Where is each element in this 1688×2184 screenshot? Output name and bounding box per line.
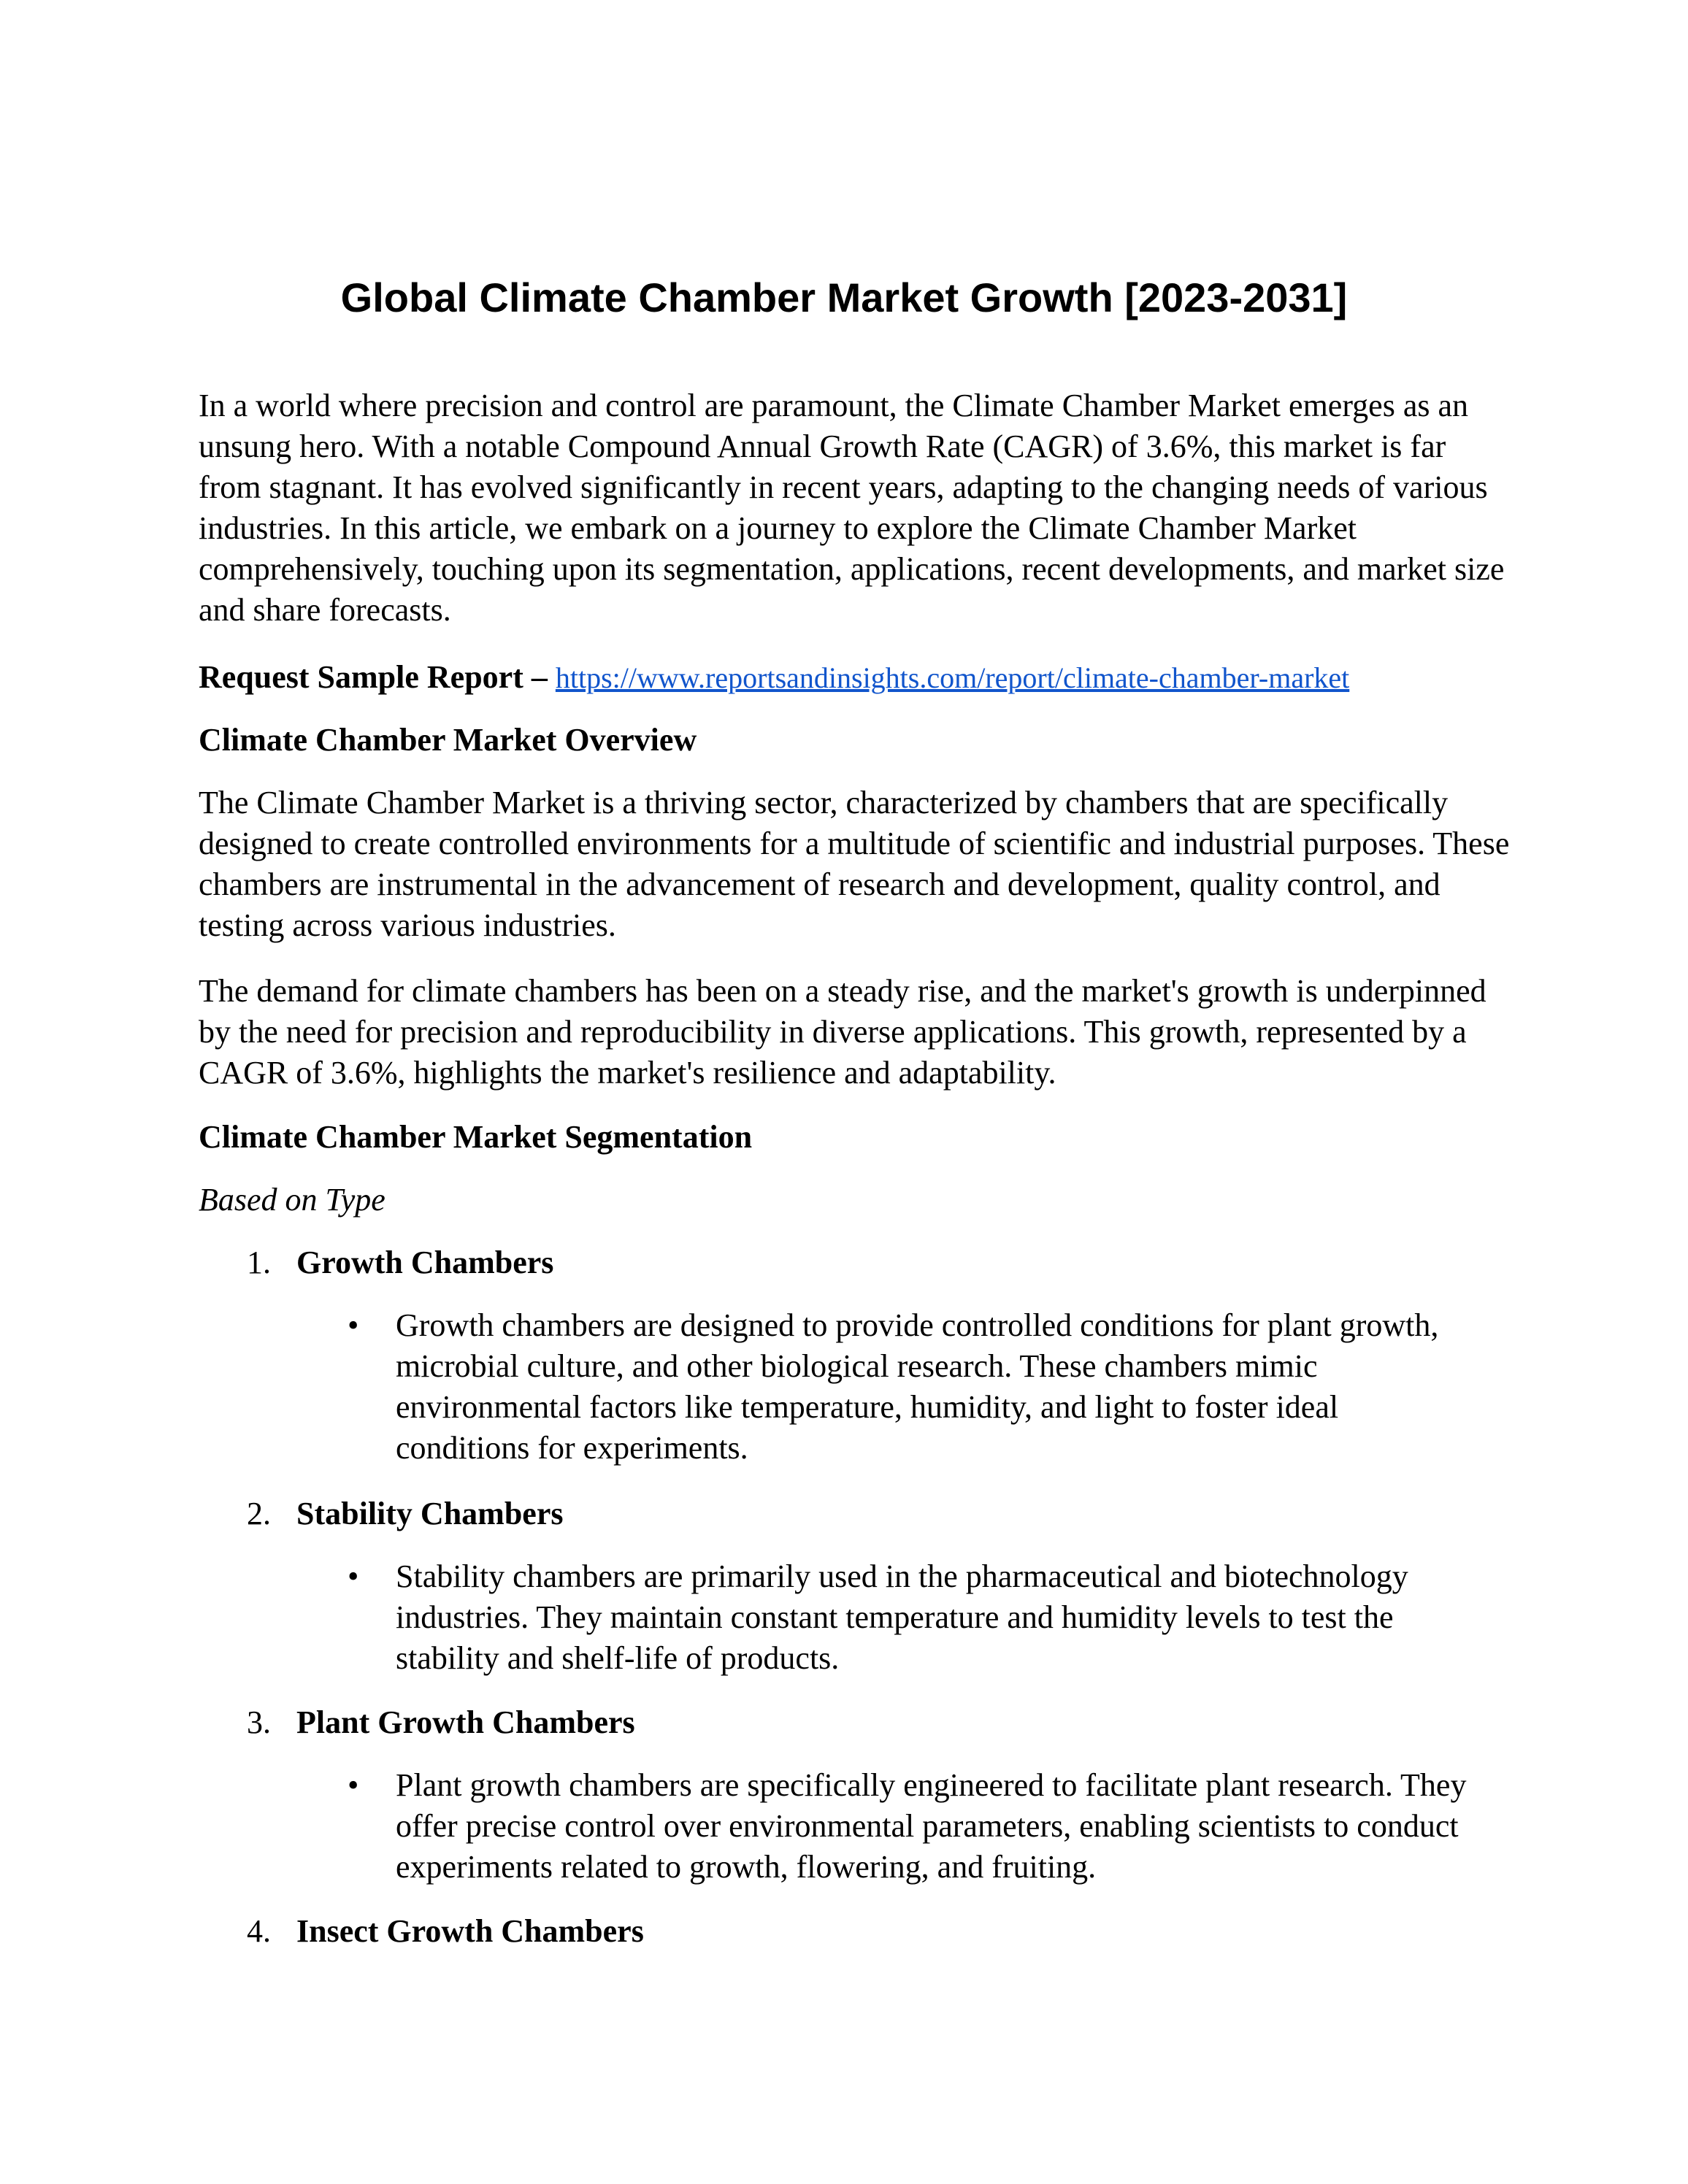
segmentation-subheading: Based on Type: [199, 1182, 385, 1218]
page-title: Global Climate Chamber Market Growth [2023-2031]: [340, 274, 1348, 320]
request-sample-line: [199, 657, 1513, 699]
intro-paragraph: In a world where precision and control are paramount, the Climate Chamber Market emerges as an unsung hero. With a notable Compound Annual Growth Rate (CAGR) of 3.6%, this market is far from stagnant. It has evolved significantly in recent years, adapting to the changing needs of various industries. In this article, we embark on a journey to explore the Climate Chamber Market comprehensively, touching upon its segmentation, applications, recent developments, and market size and share forecasts.: [199, 388, 1505, 628]
bullet-dot-icon: •: [348, 1558, 359, 1594]
list-item-bullet-text: Growth chambers are designed to provide controlled conditions for plant growth, microbial culture, and other biological research. These chambers mimic environmental factors like temperature, humidity, and light to foster ideal conditions for experiments.: [396, 1307, 1439, 1466]
segmentation-heading: Climate Chamber Market Segmentation: [199, 1119, 753, 1155]
overview-paragraph-2: The demand for climate chambers has been on a steady rise, and the market's growth is underpinned by the need for precision and reproducibility in diverse applications. This growth, represented by a CAGR of 3.6%, highlights the market's resilience and adaptability.: [199, 973, 1486, 1091]
list-item-label: Insect Growth Chambers: [296, 1913, 644, 1949]
overview-heading: Climate Chamber Market Overview: [199, 722, 697, 758]
list-item-number: 3.: [247, 1704, 271, 1740]
list-item-bullet-text: Plant growth chambers are specifically engineered to facilitate plant research. They offer precise control over environmental parameters, enabling scientists to conduct experiments related to growth, flowering, and fruiting.: [396, 1767, 1467, 1885]
list-item-label: Plant Growth Chambers: [296, 1704, 635, 1740]
list-item-label: Stability Chambers: [296, 1496, 564, 1531]
bullet-dot-icon: •: [348, 1307, 359, 1343]
list-item-label: Growth Chambers: [296, 1245, 554, 1280]
bullet-dot-icon: •: [348, 1767, 359, 1803]
request-sample-label: Request Sample Report –: [199, 659, 548, 695]
overview-paragraph-1: The Climate Chamber Market is a thriving sector, characterized by chambers that are specifically designed to create controlled environments for a multitude of scientific and industrial purposes. These chambers are instrumental in the advancement of research and development, quality control, and testing across various industries.: [199, 785, 1510, 943]
list-item-number: 2.: [247, 1496, 271, 1531]
list-item-number: 4.: [247, 1913, 271, 1949]
list-item-bullet-text: Stability chambers are primarily used in the pharmaceutical and biotechnology industries. They maintain constant temperature and humidity levels to test the stability and shelf-life of products.: [396, 1558, 1408, 1676]
list-item-number: 1.: [247, 1245, 271, 1280]
request-sample-link[interactable]: https://www.reportsandinsights.com/report/climate-chamber-market: [555, 661, 1350, 694]
